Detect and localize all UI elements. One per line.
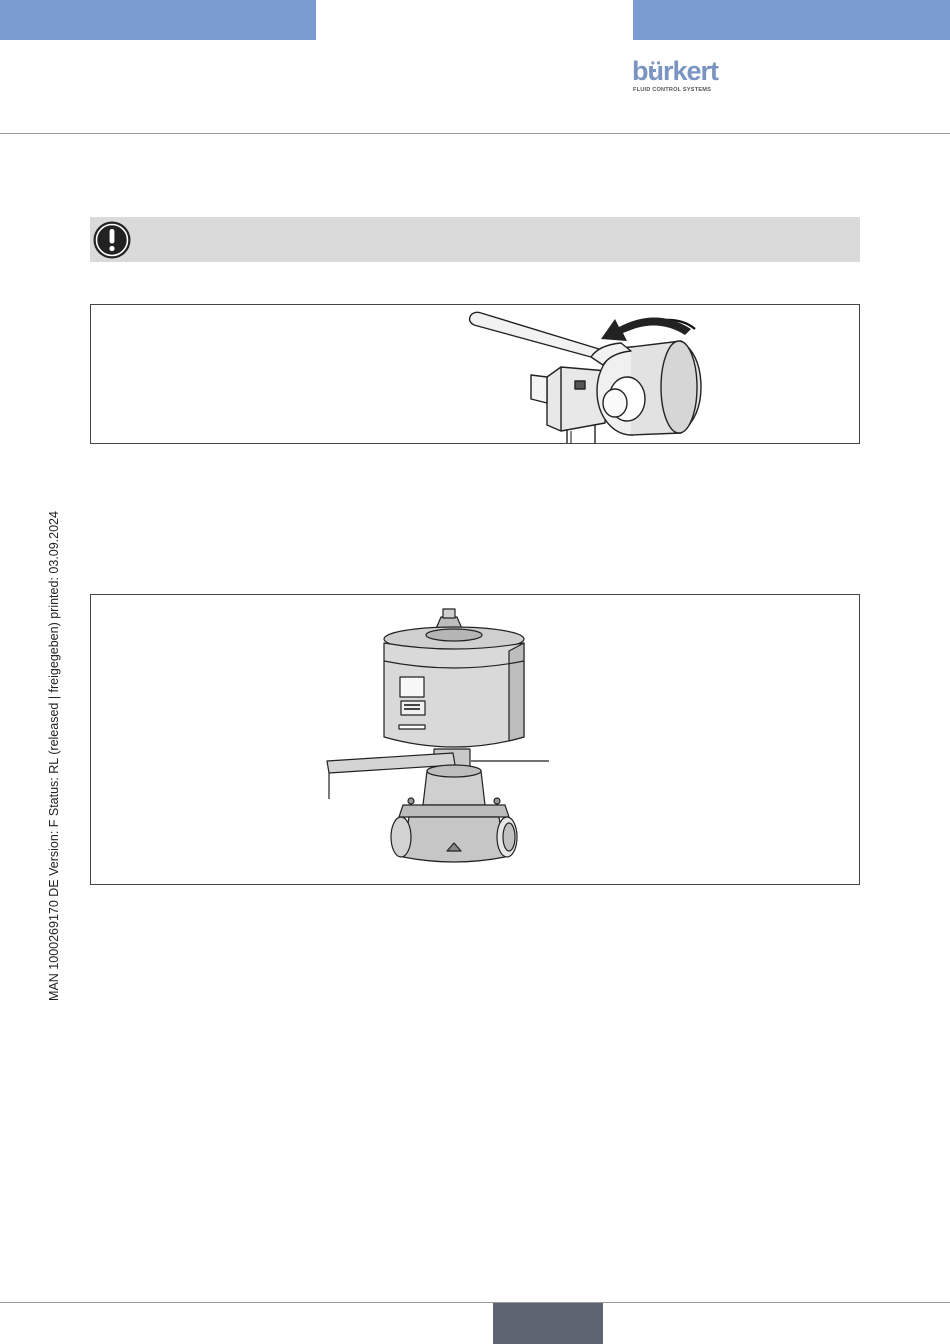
figure-wrench-actuator [90, 304, 860, 444]
logo-tagline: FLUID CONTROL SYSTEMS [633, 87, 712, 93]
footer-rule [0, 1302, 950, 1303]
wrench-actuator-illustration [91, 305, 859, 443]
warning-note [90, 217, 860, 262]
figure-valve-actuator [90, 594, 860, 885]
diaphragm-valve-illustration [91, 595, 859, 884]
header-band-left [0, 0, 316, 40]
burkert-logo [632, 56, 732, 96]
page-number-tab [493, 1303, 603, 1344]
document-version-note: MAN 1000269170 DE Version: F Status: RL (released | freigegeben) printed: 03.09.2024 [47, 511, 61, 1001]
exclamation-warning-icon [92, 220, 132, 260]
header-band-right [633, 0, 950, 40]
logo-wordmark: bürkert [632, 56, 719, 86]
header-rule [0, 133, 950, 134]
